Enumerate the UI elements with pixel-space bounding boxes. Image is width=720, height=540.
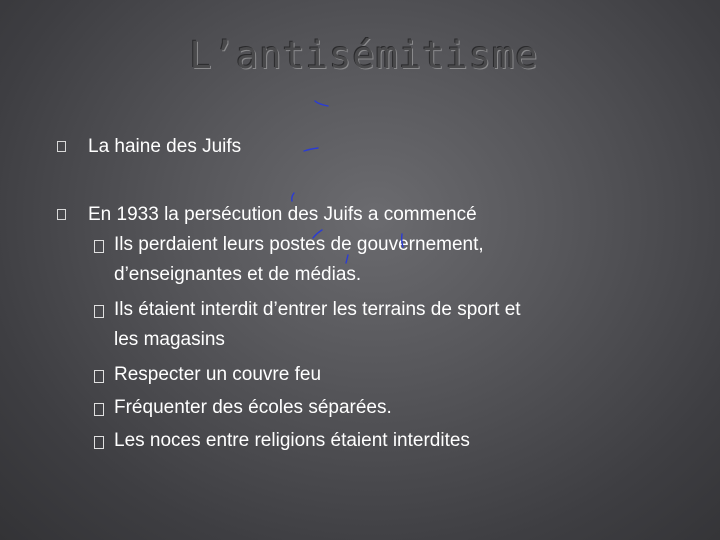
sub-bullet-1-line-2: d’enseignantes et de médias. bbox=[114, 264, 362, 285]
bullet-text-2: En 1933 la persécution des Juifs a commencé bbox=[88, 204, 477, 225]
sub-bullet-2-line-1: Ils étaient interdit d’entrer les terrains de sport et bbox=[114, 299, 521, 320]
sub-bullet-3: Respecter un couvre feu bbox=[114, 364, 322, 385]
sub-bullet-5: Les noces entre religions étaient interdites bbox=[114, 430, 470, 451]
bullet-text-1: La haine des Juifs bbox=[88, 136, 242, 157]
slide-title: L’antisémitisme bbox=[189, 34, 539, 77]
ink-mark-6 bbox=[402, 234, 403, 247]
ink-mark-3 bbox=[292, 193, 294, 201]
ink-mark-4 bbox=[313, 230, 322, 238]
sub-bullet-4: Fréquenter des écoles séparées. bbox=[114, 397, 392, 418]
sub-bullet-1-line-1: Ils perdaient leurs postes de gouvernement, bbox=[114, 234, 484, 255]
sub-bullet-2-line-2: les magasins bbox=[114, 329, 225, 350]
ink-mark-1 bbox=[315, 101, 328, 106]
ink-mark-5 bbox=[346, 255, 348, 263]
ink-mark-2 bbox=[304, 148, 318, 151]
